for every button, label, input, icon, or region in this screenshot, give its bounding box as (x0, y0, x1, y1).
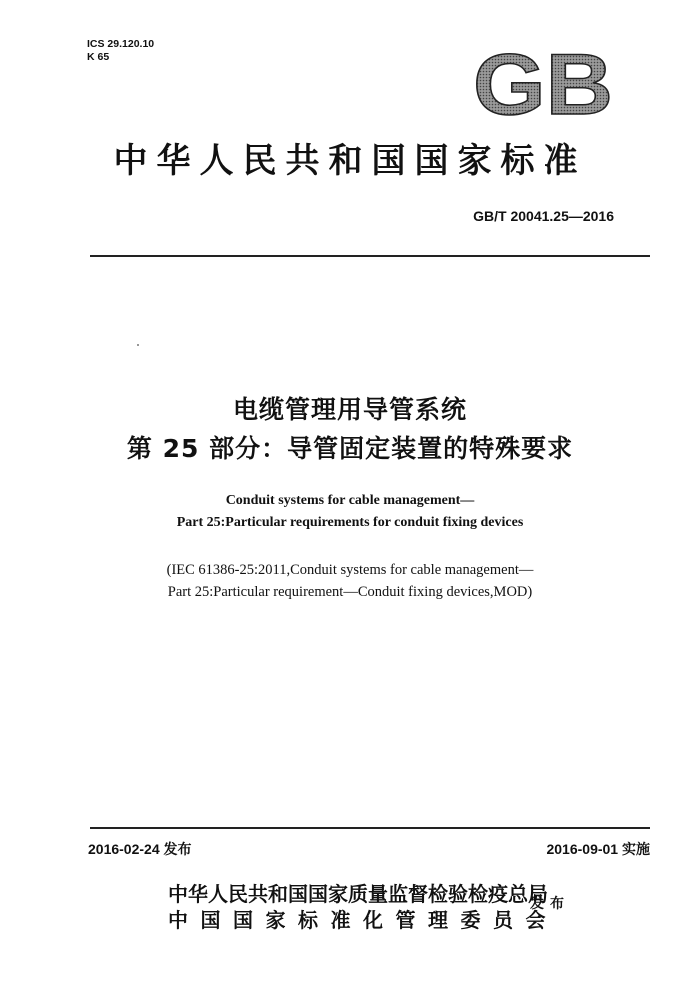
top-divider (90, 255, 650, 257)
issuer-line-2: 中国国家标准化管理委员会 (168, 908, 558, 932)
gb-logo (470, 46, 616, 122)
bottom-divider (90, 827, 650, 829)
english-title-line-2: Part 25:Particular requirements for conduit fixing devices (176, 515, 524, 530)
implementation-date: 2016-09-01 实施 (546, 841, 650, 857)
standard-number: GB/T 20041.25—2016 (473, 208, 614, 224)
ics-code: ICS 29.120.10 (87, 38, 155, 50)
ccs-code: K 65 (87, 51, 110, 63)
gb-logo-image (470, 46, 616, 122)
issuer-line-1: 中华人民共和国国家质量监督检验检疫总局 (168, 882, 548, 906)
adoption-note-line-1: (IEC 61386-25:2011,Conduit systems for cable management— (166, 562, 534, 578)
publish-label: 发布 (530, 896, 570, 912)
adoption-note-line-2: Part 25:Particular requirement—Conduit fixing devices,MOD) (167, 584, 533, 600)
national-standard-heading: 中华人民共和国国家标准 (113, 141, 587, 181)
speck-mark (137, 344, 139, 346)
classification-codes (87, 38, 154, 64)
chinese-title-line-2: 第 25 部分：导管固定装置的特殊要求 (126, 434, 574, 463)
chinese-title-line-1: 电缆管理用导管系统 (232, 395, 467, 424)
issue-date: 2016-02-24 发布 (88, 841, 192, 857)
gb-logo-letters: GB (473, 46, 613, 122)
english-title-line-1: Conduit systems for cable management— (225, 493, 475, 508)
